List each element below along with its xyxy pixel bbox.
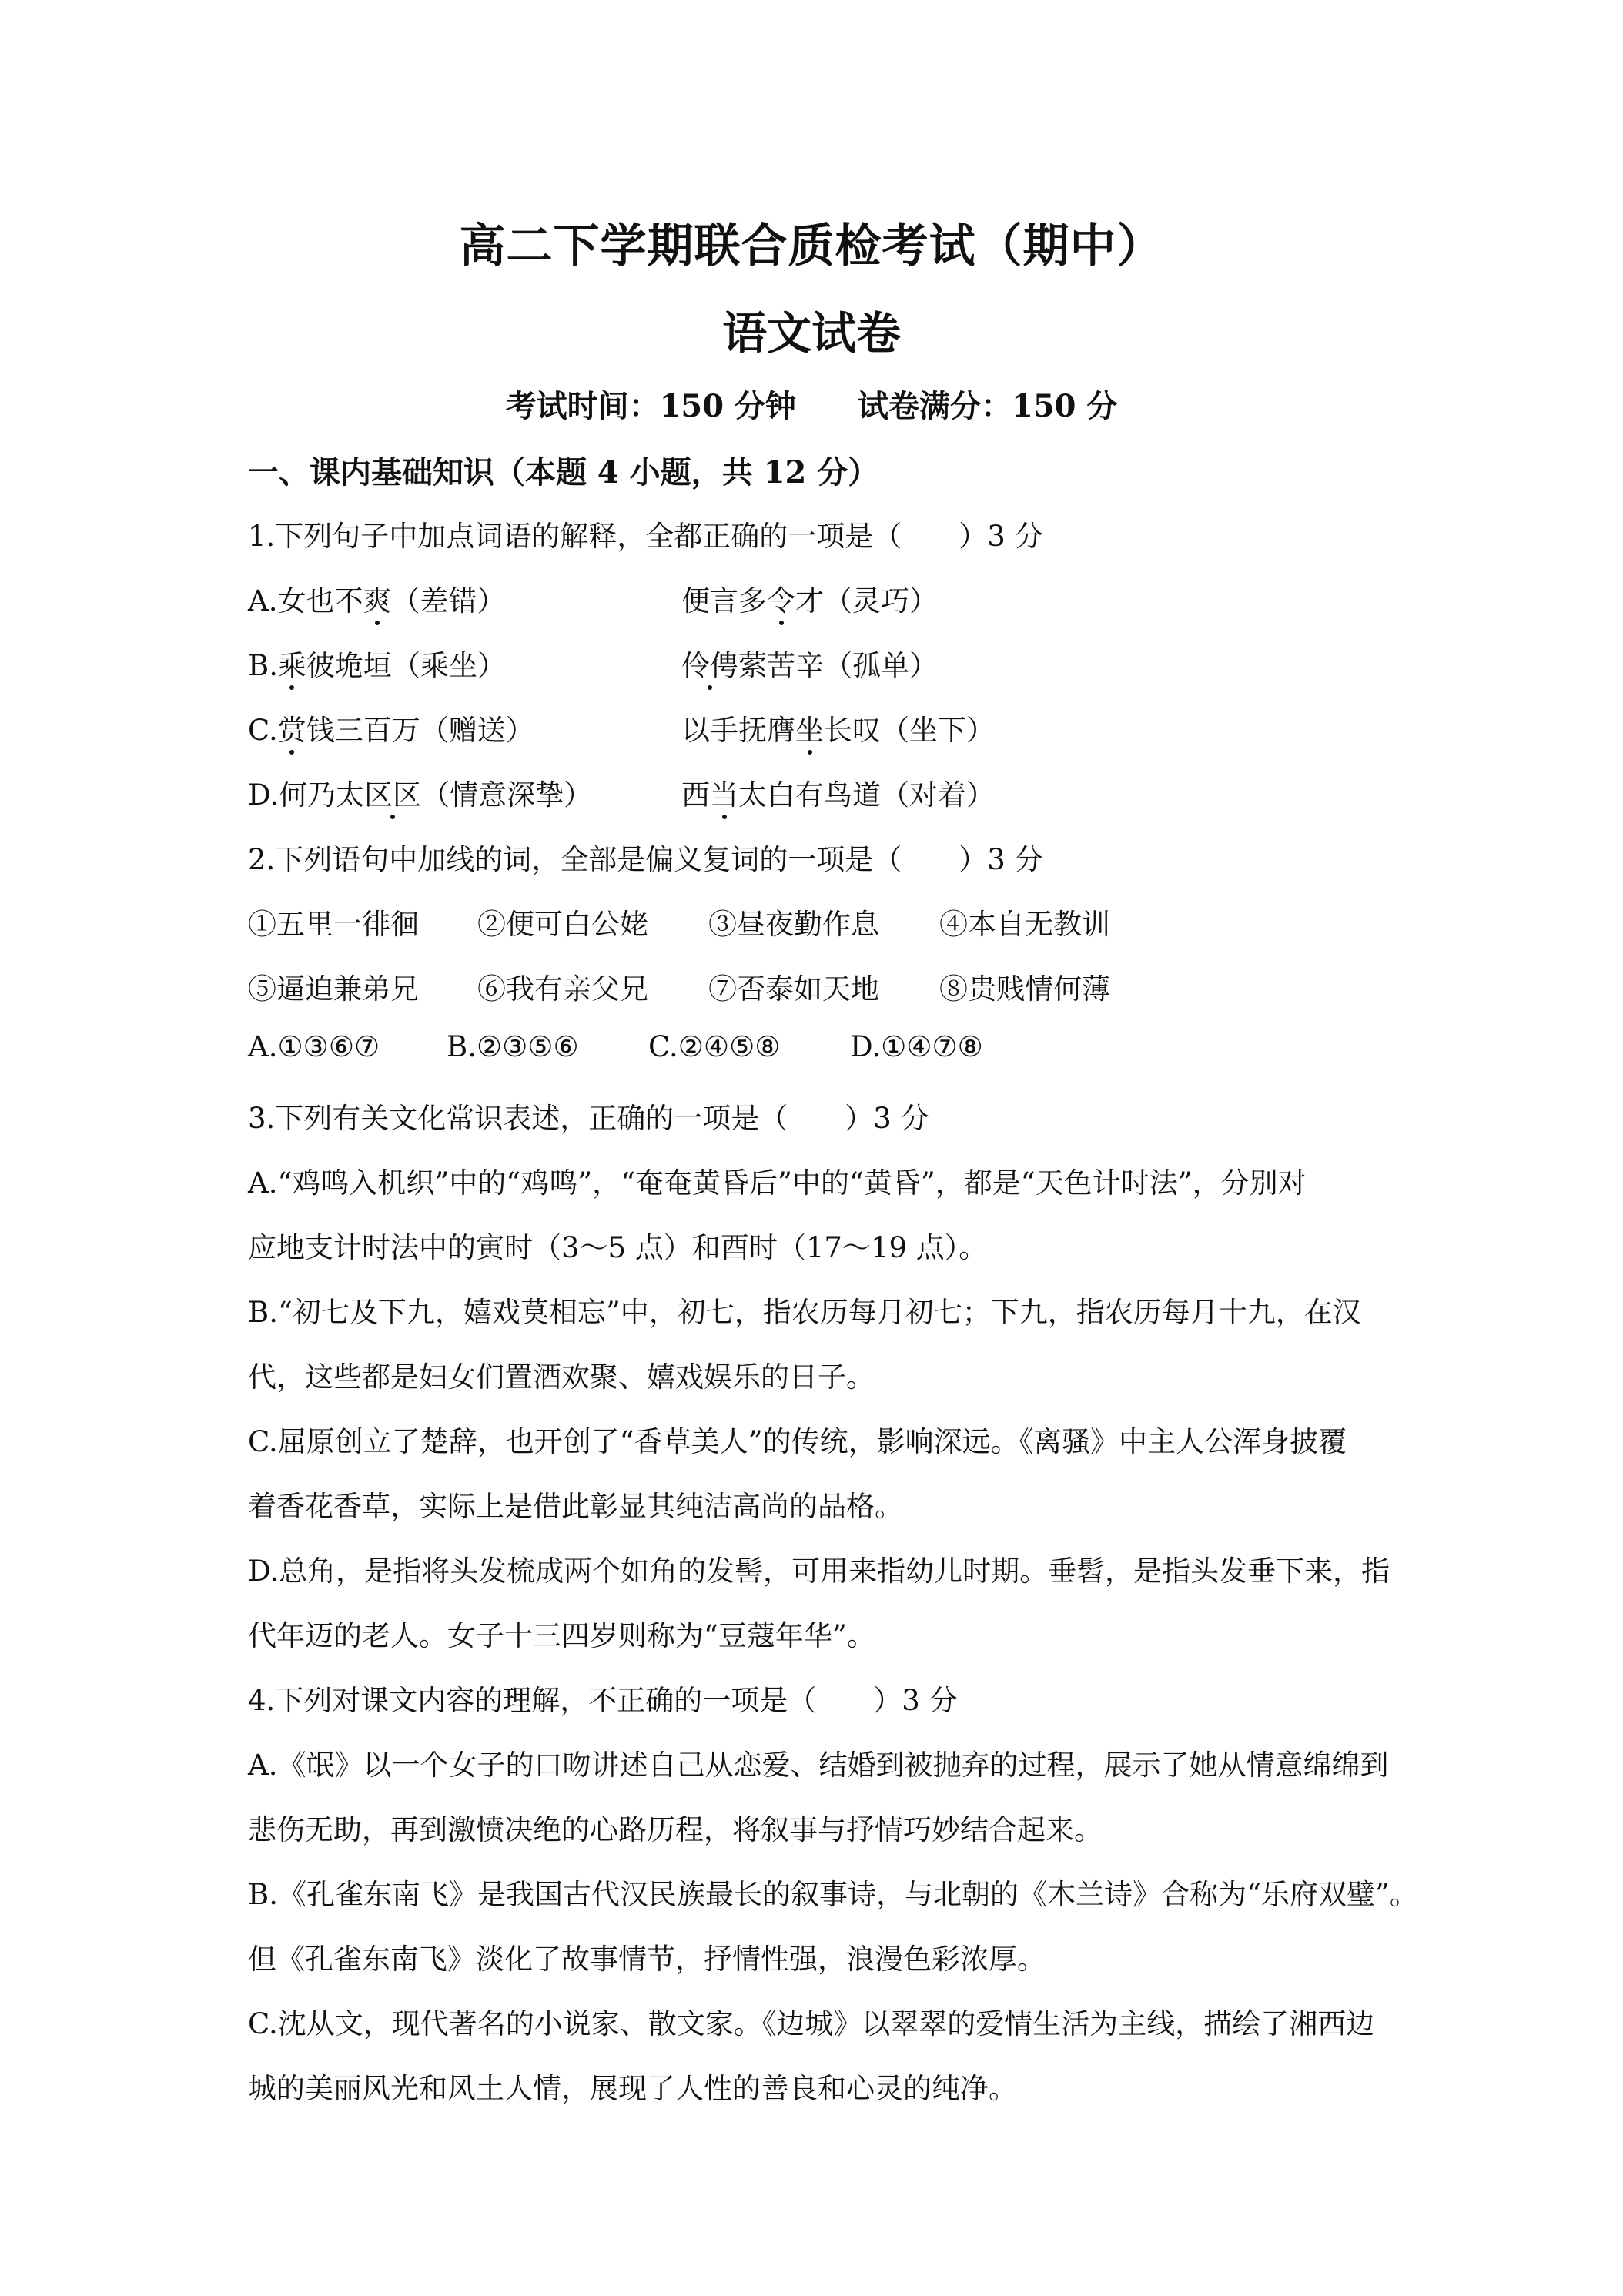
q3-text-line: A.“鸡鸣入机织”中的“鸡鸣”，“奄奄黄昏后”中的“黄昏”，都是“天色计时法”，分别对 bbox=[248, 1166, 1307, 1200]
question-2-stem: 2.下列语句中加线的词，全部是偏义复词的一项是（ ）3 分 bbox=[248, 843, 1043, 876]
q3-text-line: C.屈原创立了楚辞，也开创了“香草美人”的传统，影响深远。《离骚》中主人公浑身披覆 bbox=[248, 1425, 1347, 1458]
q2-item: ⑦否泰如天地 bbox=[708, 972, 879, 1006]
q4-text-line: B.《孔雀东南飞》是我国古代汉民族最长的叙事诗，与北朝的《木兰诗》合称为“乐府双璧”。 bbox=[248, 1878, 1418, 1911]
q1-option-a-right: 便言多令才（灵巧） bbox=[681, 584, 938, 618]
q3-text-line: B.“初七及下九，嬉戏莫相忘”中，初七，指农历每月初七；下九，指农历每月十九，在汉 bbox=[248, 1296, 1361, 1329]
dotted-word: 乘 bbox=[277, 649, 306, 682]
exam-score: 试卷满分：150 分 bbox=[858, 388, 1118, 424]
q2-option-c: C.②④⑤⑧ bbox=[648, 1030, 781, 1063]
q4-text-line: 城的美丽风光和风土人情，展现了人性的善良和心灵的纯净。 bbox=[248, 2072, 1017, 2105]
q2-option-a: A.①③⑥⑦ bbox=[248, 1030, 380, 1063]
q2-item: ⑥我有亲父兄 bbox=[477, 972, 648, 1006]
dotted-word: 当 bbox=[710, 778, 738, 812]
dotted-word: 爽 bbox=[363, 584, 392, 618]
q2-item: ⑧贵贱情何薄 bbox=[939, 972, 1110, 1006]
q3-text-line: 应地支计时法中的寅时（3～5 点）和酉时（17～19 点）。 bbox=[248, 1231, 988, 1264]
q1-option-a-left: A.女也不爽（差错） bbox=[248, 584, 506, 618]
q2-item: ⑤逼迫兼弟兄 bbox=[248, 972, 419, 1006]
dotted-word: 区区 bbox=[364, 778, 422, 812]
section-heading: 一、课内基础知识（本题 4 小题，共 12 分） bbox=[248, 454, 879, 490]
q2-option-d: D.①④⑦⑧ bbox=[850, 1030, 983, 1063]
q1-option-d-left: D.何乃太区区（情意深挚） bbox=[248, 778, 593, 812]
dotted-word: 坐 bbox=[795, 714, 824, 747]
question-4-stem: 4.下列对课文内容的理解，不正确的一项是（ ）3 分 bbox=[248, 1684, 958, 1717]
q2-item: ④本自无教训 bbox=[939, 908, 1110, 941]
exam-info bbox=[0, 382, 1623, 426]
q4-text-line: A.《氓》以一个女子的口吻讲述自己从恋爱、结婚到被抛弃的过程，展示了她从情意绵绵到 bbox=[248, 1749, 1389, 1782]
q1-option-d-right: 西当太白有鸟道（对着） bbox=[681, 778, 995, 812]
dotted-word: 令 bbox=[767, 584, 795, 618]
q2-item: ②便可白公姥 bbox=[477, 908, 648, 941]
q4-text-line: C.沈从文，现代著名的小说家、散文家。《边城》以翠翠的爱情生活为主线，描绘了湘西边 bbox=[248, 2007, 1375, 2040]
q2-item: ③昼夜勤作息 bbox=[708, 908, 879, 941]
question-1-stem: 1.下列句子中加点词语的解释，全都正确的一项是（ ）3 分 bbox=[248, 520, 1043, 553]
question-3-stem: 3.下列有关文化常识表述，正确的一项是（ ）3 分 bbox=[248, 1102, 929, 1135]
q3-text-line: 代，这些都是妇女们置酒欢聚、嬉戏娱乐的日子。 bbox=[248, 1361, 875, 1394]
q2-item: ①五里一徘徊 bbox=[248, 908, 419, 941]
q3-text-line: 着香花香草，实际上是借此彰显其纯洁高尚的品格。 bbox=[248, 1490, 903, 1523]
q1-option-c-right: 以手抚膺坐长叹（坐下） bbox=[681, 714, 995, 747]
q1-option-c-left: C.赏钱三百万（赠送） bbox=[248, 714, 534, 747]
exam-title: 高二下学期联合质检考试（期中） bbox=[459, 219, 1164, 273]
q2-option-b: B.②③⑤⑥ bbox=[447, 1030, 579, 1063]
q1-option-b-left: B.乘彼垝垣（乘坐） bbox=[248, 649, 506, 682]
q1-option-b-right: 伶俜萦苦辛（孤单） bbox=[681, 649, 938, 682]
exam-subtitle: 语文试卷 bbox=[721, 307, 901, 360]
exam-time: 考试时间：150 分钟 bbox=[505, 388, 796, 424]
dotted-word: 赏 bbox=[277, 714, 306, 747]
q3-text-line: 代年迈的老人。女子十三四岁则称为“豆蔻年华”。 bbox=[248, 1619, 875, 1652]
dotted-word: 伶俜 bbox=[681, 649, 738, 682]
q4-text-line: 悲伤无助，再到激愤决绝的心路历程，将叙事与抒情巧妙结合起来。 bbox=[248, 1813, 1103, 1846]
q3-text-line: D.总角，是指将头发梳成两个如角的发髻，可用来指幼儿时期。垂髫，是指头发垂下来，指 bbox=[248, 1555, 1390, 1588]
q4-text-line: 但《孔雀东南飞》淡化了故事情节，抒情性强，浪漫色彩浓厚。 bbox=[248, 1943, 1046, 1976]
